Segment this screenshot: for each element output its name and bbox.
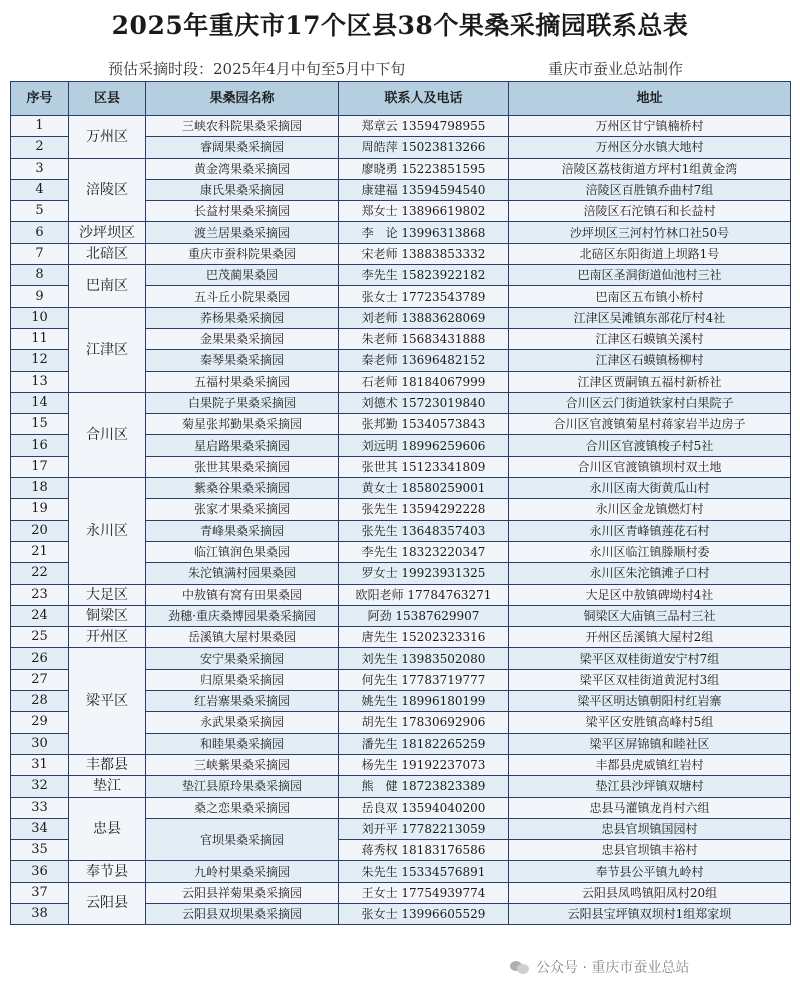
row-address: 涪陵区百胜镇乔曲村7组 [509,179,791,200]
row-address: 永川区临江镇滕顺村委 [509,541,791,562]
row-address: 江津区石蟆镇关溪村 [509,328,791,349]
row-orchard-name: 桑之恋果桑采摘园 [146,797,339,818]
row-district: 合川区 [69,392,146,477]
row-district: 云阳县 [69,882,146,925]
row-orchard-name: 五斗丘小院果桑园 [146,286,339,307]
row-address: 云阳县凤鸣镇阳凤村20组 [509,882,791,903]
table-row [11,861,791,882]
row-contact: 刘远明 18996259606 [339,435,509,456]
row-contact: 郑女士 13896619802 [339,201,509,222]
row-orchard-name: 红岩寨果桑采摘园 [146,691,339,712]
row-orchard-name: 归原果桑采摘园 [146,669,339,690]
harvest-period: 预估采摘时段：2025年4月中旬至5月中下旬 [108,60,406,78]
row-contact: 廖晓勇 15223851595 [339,158,509,179]
table-row [11,478,791,499]
row-contact: 李 论 13996313868 [339,222,509,243]
header-orchard-name: 果桑园名称 [146,82,339,116]
row-orchard-name: 九岭村果桑采摘园 [146,861,339,882]
row-seq: 24 [11,605,69,626]
row-seq: 12 [11,350,69,371]
row-seq: 21 [11,541,69,562]
header-seq: 序号 [11,82,69,116]
table-row [11,392,791,413]
table-body [11,116,791,925]
row-district: 忠县 [69,797,146,861]
row-contact: 李先生 18323220347 [339,541,509,562]
row-orchard-name: 青峰果桑采摘园 [146,520,339,541]
row-seq: 26 [11,648,69,669]
row-orchard-name: 秦琴果桑采摘园 [146,350,339,371]
row-address: 涪陵区石沱镇石和长益村 [509,201,791,222]
row-seq: 9 [11,286,69,307]
row-seq: 5 [11,201,69,222]
row-seq: 25 [11,627,69,648]
row-orchard-name: 张世其果桑采摘园 [146,456,339,477]
row-address: 忠县马灌镇龙肖村六组 [509,797,791,818]
row-address: 万州区分水镇大地村 [509,137,791,158]
row-seq: 35 [11,840,69,861]
row-district: 沙坪坝区 [69,222,146,243]
row-contact: 张女士 13996605529 [339,903,509,924]
row-seq: 37 [11,882,69,903]
row-address: 永川区南大街黄瓜山村 [509,478,791,499]
header-address: 地址 [509,82,791,116]
table-row [11,776,791,797]
row-district: 梁平区 [69,648,146,754]
row-seq: 16 [11,435,69,456]
row-district: 巴南区 [69,265,146,308]
row-contact: 周皓萍 15023813266 [339,137,509,158]
row-address: 忠县官坝镇国园村 [509,818,791,839]
row-seq: 34 [11,818,69,839]
table-row [11,797,791,818]
row-contact: 康建福 13594594540 [339,179,509,200]
row-address: 永川区金龙镇燃灯村 [509,499,791,520]
table-row [11,648,791,669]
row-orchard-name: 睿阔果桑采摘园 [146,137,339,158]
row-address: 巴南区五布镇小桥村 [509,286,791,307]
row-contact: 岳良双 13594040200 [339,797,509,818]
row-address: 梁平区安胜镇高峰村5组 [509,712,791,733]
producer-credit: 重庆市蚕业总站制作 [548,60,684,78]
row-seq: 32 [11,776,69,797]
row-contact: 张女士 17723543789 [339,286,509,307]
row-contact: 张先生 13648357403 [339,520,509,541]
wechat-icon [510,959,530,975]
row-address: 大足区中敖镇碑坳村4社 [509,584,791,605]
table-row [11,222,791,243]
table-row [11,627,791,648]
row-seq: 36 [11,861,69,882]
row-seq: 11 [11,328,69,349]
row-address: 奉节县公平镇九岭村 [509,861,791,882]
row-orchard-name: 重庆市蚕科院果桑园 [146,243,339,264]
watermark-text: 公众号 · 重庆市蚕业总站 [536,960,690,976]
row-orchard-name: 劲穗·重庆桑博园果桑采摘园 [146,605,339,626]
row-contact: 何先生 17783719777 [339,669,509,690]
row-orchard-name: 巴茂蔺果桑园 [146,265,339,286]
row-address: 巴南区圣洞街道仙池村三社 [509,265,791,286]
row-contact: 张邦勤 15340573843 [339,414,509,435]
row-district: 丰都县 [69,754,146,775]
row-district: 万州区 [69,116,146,159]
table-row [11,158,791,179]
row-address: 开州区岳溪镇大屋村2组 [509,627,791,648]
row-address: 北碚区东阳街道上坝路1号 [509,243,791,264]
row-seq: 38 [11,903,69,924]
row-address: 永川区朱沱镇滩子口村 [509,563,791,584]
row-seq: 3 [11,158,69,179]
header-district: 区县 [69,82,146,116]
row-district: 北碚区 [69,243,146,264]
row-contact: 刘先生 13983502080 [339,648,509,669]
row-seq: 23 [11,584,69,605]
row-seq: 33 [11,797,69,818]
row-seq: 29 [11,712,69,733]
row-contact: 朱先生 15334576891 [339,861,509,882]
row-address: 万州区甘宁镇楠桥村 [509,116,791,137]
row-orchard-name: 五福村果桑采摘园 [146,371,339,392]
table-row [11,754,791,775]
row-contact: 刘德术 15723019840 [339,392,509,413]
row-district: 奉节县 [69,861,146,882]
row-orchard-name: 金果果桑采摘园 [146,328,339,349]
row-address: 合川区官渡镇梭子村5社 [509,435,791,456]
row-orchard-name: 中敖镇有窝有田果桑园 [146,584,339,605]
row-contact: 欧阳老师 17784763271 [339,584,509,605]
table-row [11,307,791,328]
row-orchard-name: 三峡紫果桑采摘园 [146,754,339,775]
row-seq: 1 [11,116,69,137]
row-district: 铜梁区 [69,605,146,626]
row-address: 永川区青峰镇莲花石村 [509,520,791,541]
table-header-row [11,82,791,116]
table-row [11,605,791,626]
row-contact: 潘先生 18182265259 [339,733,509,754]
row-seq: 14 [11,392,69,413]
table-row [11,116,791,137]
row-address: 梁平区明达镇朝阳村红岩寨 [509,691,791,712]
row-orchard-name: 三峡农科院果桑采摘园 [146,116,339,137]
row-contact: 张世其 15123341809 [339,456,509,477]
row-contact: 刘开平 17782213059 [339,818,509,839]
row-address: 合川区官渡镇镇坝村双土地 [509,456,791,477]
row-seq: 15 [11,414,69,435]
row-seq: 19 [11,499,69,520]
row-address: 垫江县沙坪镇双塘村 [509,776,791,797]
row-contact: 王女士 17754939774 [339,882,509,903]
row-contact: 罗女士 19923931325 [339,563,509,584]
row-orchard-name: 张家才果桑采摘园 [146,499,339,520]
row-contact: 姚先生 18996180199 [339,691,509,712]
row-address: 沙坪坝区三河村竹林口社50号 [509,222,791,243]
row-orchard-name: 康氏果桑采摘园 [146,179,339,200]
row-seq: 8 [11,265,69,286]
row-seq: 4 [11,179,69,200]
row-district: 垫江 [69,776,146,797]
row-orchard-name: 黄金湾果桑采摘园 [146,158,339,179]
row-seq: 10 [11,307,69,328]
row-contact: 蒋秀权 18183176586 [339,840,509,861]
row-seq: 18 [11,478,69,499]
row-seq: 6 [11,222,69,243]
row-address: 涪陵区荔枝街道方坪村1组黄金湾 [509,158,791,179]
row-orchard-name: 荞杨果桑采摘园 [146,307,339,328]
row-seq: 17 [11,456,69,477]
row-contact: 宋老师 13883853332 [339,243,509,264]
table-row [11,584,791,605]
row-district: 开州区 [69,627,146,648]
table-row [11,882,791,903]
orchard-contact-table [10,81,791,925]
row-orchard-name: 岳溪镇大屋村果桑园 [146,627,339,648]
row-seq: 20 [11,520,69,541]
row-contact: 胡先生 17830692906 [339,712,509,733]
row-address: 江津区贾嗣镇五福村新桥社 [509,371,791,392]
row-address: 云阳县宝坪镇双坝村1组郑家坝 [509,903,791,924]
row-contact: 石老师 18184067999 [339,371,509,392]
row-contact: 刘老师 13883628069 [339,307,509,328]
row-orchard-name: 安宁果桑采摘园 [146,648,339,669]
row-contact: 李先生 15823922182 [339,265,509,286]
row-orchard-name: 紫桑谷果桑采摘园 [146,478,339,499]
table-row [11,243,791,264]
watermark [510,954,689,980]
row-orchard-name: 云阳县双坝果桑采摘园 [146,903,339,924]
page-title: 2025年重庆市17个区县38个果桑采摘园联系总表 [111,11,689,40]
row-seq: 2 [11,137,69,158]
row-seq: 13 [11,371,69,392]
header-contact: 联系人及电话 [339,82,509,116]
row-seq: 22 [11,563,69,584]
row-address: 梁平区双桂街道黄泥村3组 [509,669,791,690]
row-seq: 31 [11,754,69,775]
row-address: 合川区官渡镇菊星村蒋家岩半边房子 [509,414,791,435]
row-orchard-name: 云阳县祥菊果桑采摘园 [146,882,339,903]
row-address: 铜梁区大庙镇三品村三社 [509,605,791,626]
row-address: 丰都县虎威镇红岩村 [509,754,791,775]
row-contact: 秦老师 13696482152 [339,350,509,371]
row-district: 涪陵区 [69,158,146,222]
row-orchard-name: 菊星张邦勤果桑采摘园 [146,414,339,435]
row-contact: 黄女士 18580259001 [339,478,509,499]
row-seq: 28 [11,691,69,712]
row-district: 江津区 [69,307,146,392]
row-address: 江津区石蟆镇杨柳村 [509,350,791,371]
row-address: 梁平区双桂街道安宁村7组 [509,648,791,669]
row-district: 大足区 [69,584,146,605]
row-orchard-name: 白果院子果桑采摘园 [146,392,339,413]
row-seq: 7 [11,243,69,264]
row-contact: 杨先生 19192237073 [339,754,509,775]
row-address: 梁平区屏锦镇和睦社区 [509,733,791,754]
row-orchard-name: 星启路果桑采摘园 [146,435,339,456]
row-contact: 阿劲 15387629907 [339,605,509,626]
row-orchard-name: 永武果桑采摘园 [146,712,339,733]
row-contact: 朱老师 15683431888 [339,328,509,349]
row-orchard-name: 垫江县原玲果桑采摘园 [146,776,339,797]
row-contact: 熊 健 18723823389 [339,776,509,797]
row-seq: 30 [11,733,69,754]
row-contact: 郑章云 13594798955 [339,116,509,137]
row-orchard-name: 和睦果桑采摘园 [146,733,339,754]
row-contact: 唐先生 15202323316 [339,627,509,648]
row-orchard-name: 临江镇润色果桑园 [146,541,339,562]
row-district: 永川区 [69,478,146,584]
row-address: 合川区云门街道铁家村白果院子 [509,392,791,413]
table-row [11,265,791,286]
row-orchard-name: 官坝果桑采摘园 [146,818,339,861]
row-orchard-name: 渡兰居果桑采摘园 [146,222,339,243]
row-contact: 张先生 13594292228 [339,499,509,520]
row-address: 忠县官坝镇丰裕村 [509,840,791,861]
row-orchard-name: 朱沱镇满村园果桑园 [146,563,339,584]
row-orchard-name: 长益村果桑采摘园 [146,201,339,222]
row-seq: 27 [11,669,69,690]
row-address: 江津区吴滩镇东部花厅村4社 [509,307,791,328]
